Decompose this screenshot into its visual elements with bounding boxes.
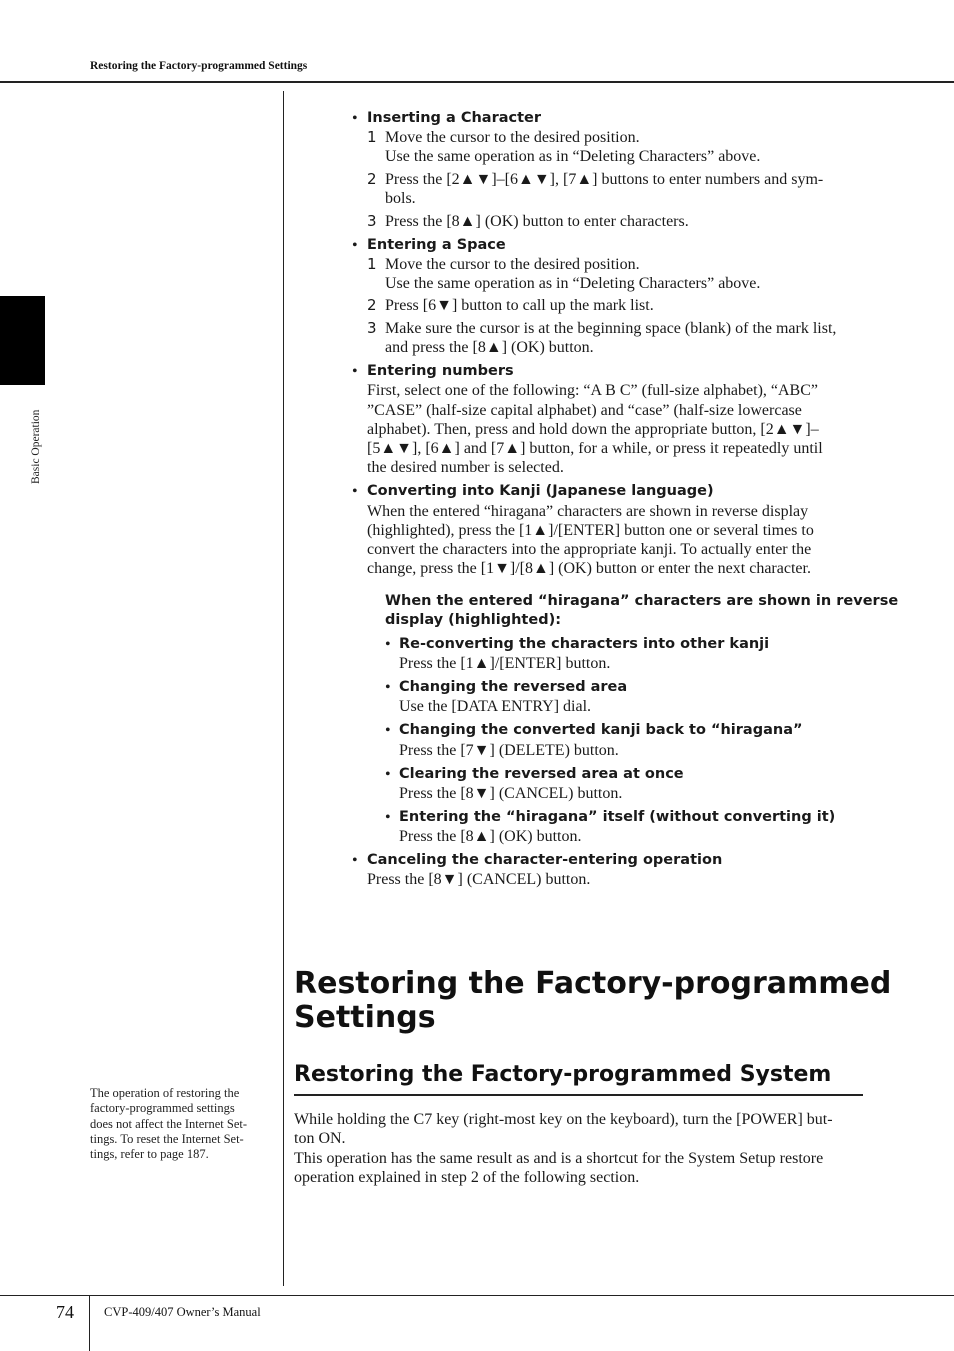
bullet: • [352,110,358,127]
note-line: The operation of restoring the [90,1086,240,1100]
paragraph-line: convert the characters into the appropriate kanji. To actually enter the [367,541,812,558]
reverse-item-title: Changing the converted kanji back to “hiragana” [399,722,803,738]
reverse-item-title: Clearing the reversed area at once [399,766,684,782]
step-number: 2 [367,170,377,188]
kanji-heading: Converting into Kanji (Japanese language) [367,483,714,499]
reverse-item-text: Press the [7▼] (DELETE) button. [399,742,619,759]
step-text: bols. [385,190,416,207]
reverse-item-text: Use the [DATA ENTRY] dial. [399,698,592,715]
reverse-item-title: Entering the “hiragana” itself (without converting it) [399,809,836,825]
note-line: does not affect the Internet Set- [90,1117,248,1131]
manual-title: CVP-409/407 Owner’s Manual [104,1305,261,1319]
footer-divider [89,1295,90,1351]
reverse-heading: display (highlighted): [385,612,562,628]
paragraph-line: (highlighted), press the [1▲]/[ENTER] button one or several times to [367,522,814,539]
bullet: • [385,766,391,783]
paragraph-line: change, press the [1▼]/[8▲] (OK) button or enter the next character. [367,560,811,577]
paragraph-line: This operation has the same result as and is a shortcut for the System Setup restore [294,1150,824,1167]
step-text: Press [6▼] button to call up the mark list. [385,297,654,314]
note-line: factory-programmed settings [90,1101,235,1115]
reverse-item-title: Re-converting the characters into other kanji [399,636,770,652]
bullet: • [385,679,391,696]
bullet: • [385,722,391,739]
reverse-item-text: Press the [8▲] (OK) button. [399,828,582,845]
bullet: • [352,237,358,254]
step-text: Move the cursor to the desired position. [385,129,640,146]
section-tab [0,296,45,385]
bullet: • [352,483,358,500]
subsection-rule [294,1094,863,1096]
reverse-item-title: Changing the reversed area [399,679,628,695]
cancel-heading: Canceling the character-entering operation [367,852,723,868]
step-text: Press the [2▲▼]–[6▲▼], [7▲] buttons to enter numbers and sym- [385,171,824,188]
paragraph-line: alphabet). Then, press and hold down the appropriate button, [2▲▼]– [367,421,819,438]
paragraph-line: First, select one of the following: “A B C” (full-size alphabet), “ABC” [367,382,818,399]
paragraph-line: [5▲▼], [6▲] and [7▲] button, for a while, or press it repeatedly until [367,440,823,457]
footer-rule [0,1295,954,1296]
inserting-heading: Inserting a Character [367,110,542,126]
bullet: • [385,636,391,653]
paragraph-line: Press the [8▼] (CANCEL) button. [367,871,591,888]
subsection-title: Restoring the Factory-programmed System [294,1062,832,1087]
paragraph-line: the desired number is selected. [367,459,564,476]
header-rule [0,81,954,83]
page-number: 74 [56,1302,74,1322]
paragraph-line: ”CASE” (half-size capital alphabet) and “case” (half-size lowercase [367,402,802,419]
step-text: Use the same operation as in “Deleting Characters” above. [385,148,761,165]
note-line: tings, refer to page 187. [90,1147,209,1161]
paragraph-line: ton ON. [294,1130,346,1147]
side-section-label: Basic Operation [30,409,42,484]
running-header: Restoring the Factory-programmed Settings [90,60,308,72]
space-heading: Entering a Space [367,237,506,253]
reverse-item-text: Press the [8▼] (CANCEL) button. [399,785,623,802]
bullet: • [385,809,391,826]
step-number: 1 [367,255,377,273]
step-text: Move the cursor to the desired position. [385,256,640,273]
paragraph-line: While holding the C7 key (right-most key on the keyboard), turn the [POWER] but- [294,1111,833,1128]
step-text: and press the [8▲] (OK) button. [385,339,594,356]
column-divider [283,91,284,1286]
section-title: Restoring the Factory-programmed Settings [294,966,892,1035]
paragraph-line: When the entered “hiragana” characters are shown in reverse display [367,503,809,520]
bullet: • [352,363,358,380]
step-text: Use the same operation as in “Deleting Characters” above. [385,275,761,292]
step-number: 1 [367,128,377,146]
step-number: 2 [367,296,377,314]
step-text: Make sure the cursor is at the beginning space (blank) of the mark list, [385,320,837,337]
paragraph-line: operation explained in step 2 of the following section. [294,1169,640,1186]
reverse-item-text: Press the [1▲]/[ENTER] button. [399,655,611,672]
reverse-heading: When the entered “hiragana” characters are shown in reverse [385,593,899,609]
step-number: 3 [367,319,377,337]
bullet: • [352,852,358,869]
numbers-heading: Entering numbers [367,363,514,379]
note-line: tings. To reset the Internet Set- [90,1132,244,1146]
step-number: 3 [367,212,377,230]
step-text: Press the [8▲] (OK) button to enter characters. [385,213,689,230]
